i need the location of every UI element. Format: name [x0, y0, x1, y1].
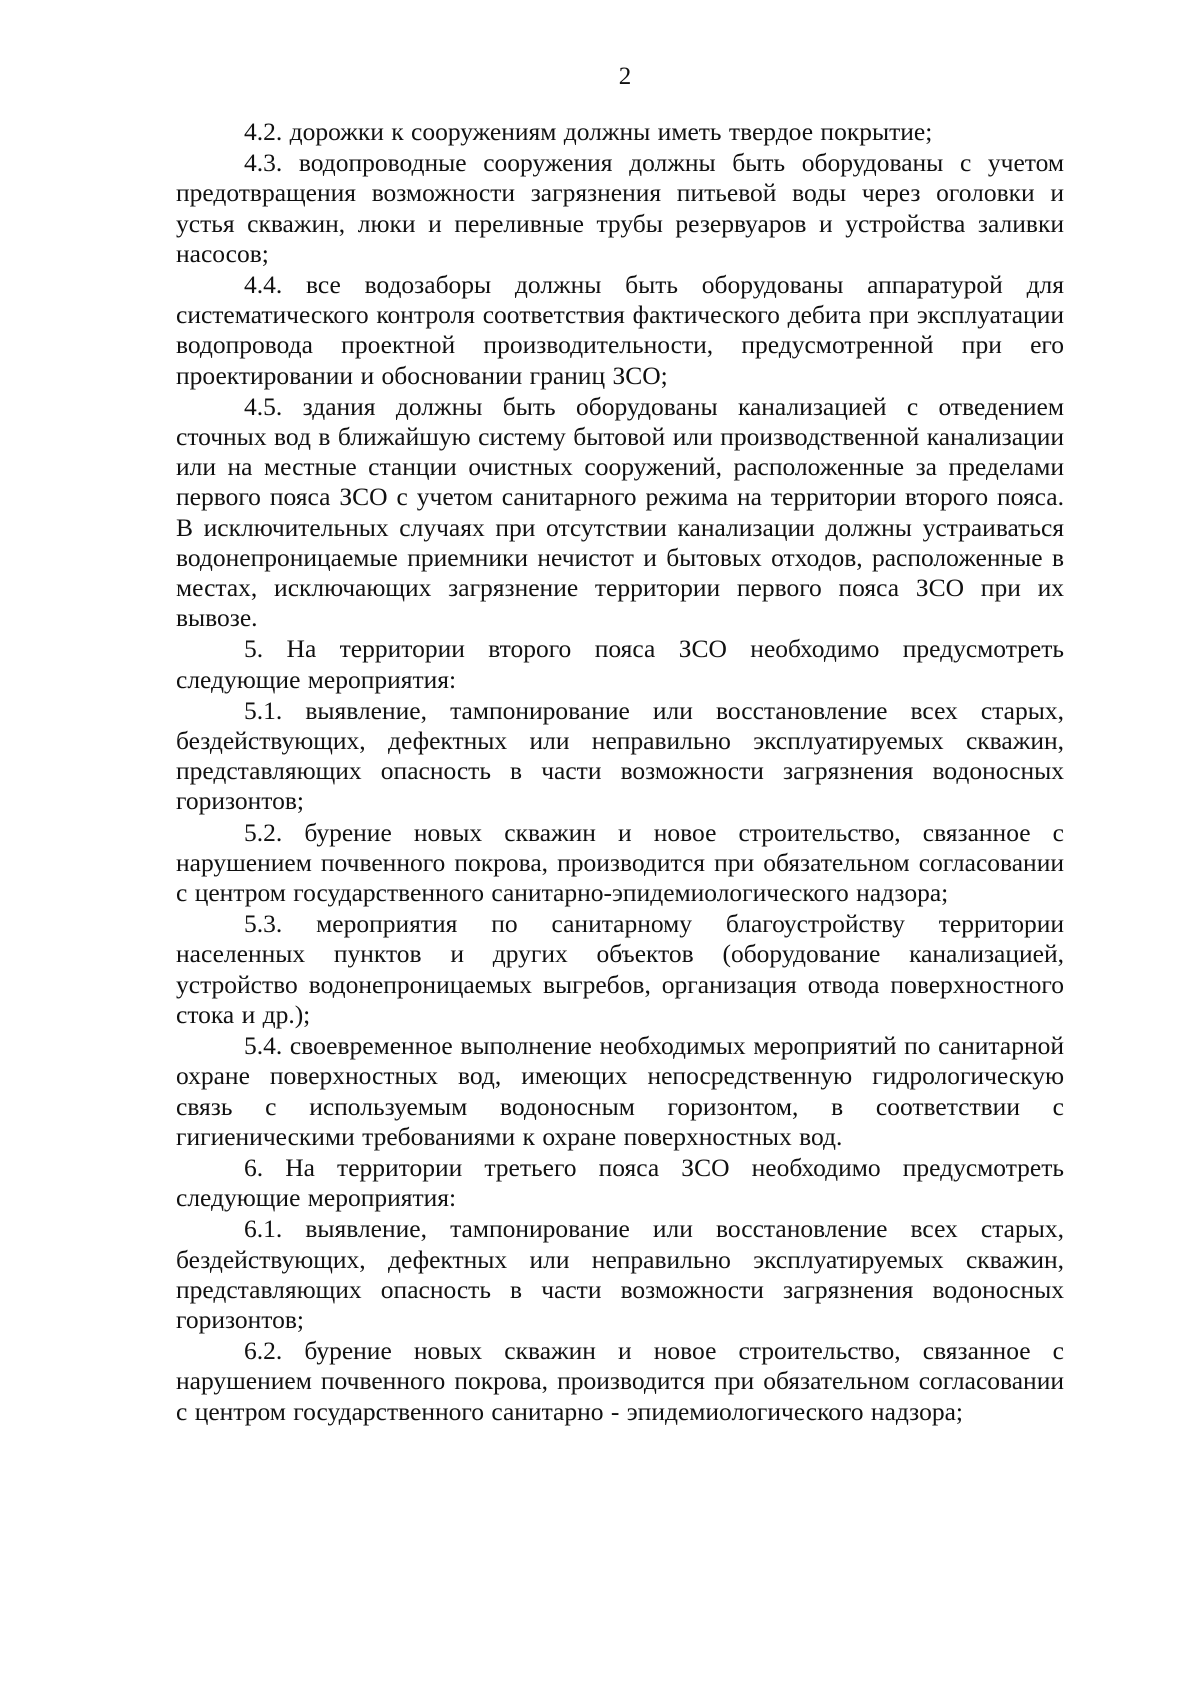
- paragraph-4-2: 4.2. дорожки к сооружениям должны иметь твердое покрытие;: [244, 117, 933, 146]
- paragraph-4-3: 4.3. водопроводные сооружения должны быть оборудованы с учетом предотвращения возможности загрязнения питьевой воды через оголовки и устья скважин, люки и переливные трубы резервуаров и устройства заливки насосов;: [176, 148, 1064, 268]
- paragraph-4-4: 4.4. все водозаборы должны быть оборудованы аппаратурой для систематического контроля соответствия фактического дебита при эксплуатации водопровода проектной производительности, предусмотренной при его проектировании и обосновании границ ЗСО;: [176, 270, 1064, 390]
- paragraph-5-4: 5.4. своевременное выполнение необходимых мероприятий по санитарной охране поверхностных вод, имеющих непосредственную гидрологическую связь с используемым водоносным горизонтом, в соответствии с гигиеническими требованиями к охране поверхностных вод.: [176, 1031, 1064, 1151]
- paragraph-6-2: 6.2. бурение новых скважин и новое строительство, связанное с нарушением почвенного покрова, производится при обязательном согласовании с центром государственного санитарно - эпидемиологического надзора;: [176, 1336, 1064, 1426]
- paragraph-5: 5. На территории второго пояса ЗСО необходимо предусмотреть следующие мероприятия:: [176, 634, 1064, 694]
- paragraph-5-3: 5.3. мероприятия по санитарному благоустройству территории населенных пунктов и других объектов (оборудование канализацией, устройство водонепроницаемых выгребов, организация отвода поверхностного стока и др.);: [176, 909, 1064, 1029]
- paragraph-5-1: 5.1. выявление, тампонирование или восстановление всех старых, бездействующих, дефектных или неправильно эксплуатируемых скважин, представляющих опасность в части возможности загрязнения водоносных горизонтов;: [176, 695, 1064, 816]
- paragraph-6-1: 6.1. выявление, тампонирование или восстановление всех старых, бездействующих, дефектных или неправильно эксплуатируемых скважин, представляющих опасность в части возможности загрязнения водоносных горизонтов;: [176, 1214, 1064, 1334]
- page-number: 2: [618, 63, 632, 90]
- paragraph-6: 6. На территории третьего пояса ЗСО необходимо предусмотреть следующие мероприятия:: [176, 1152, 1064, 1213]
- paragraph-4-5: 4.5. здания должны быть оборудованы канализацией с отведением сточных вод в ближайшую систему бытовой или производственной канализации или на местные станции очистных сооружений, расположенные за пределами первого пояса ЗСО с учетом санитарного режима на территории второго пояса. В исключительных случаях при отсутствии канализации должны устраиваться водонепроницаемые приемники нечистот и бытовых отходов, расположенные в местах, исключающих загрязнение территории первого пояса ЗСО при их вывозе.: [176, 391, 1064, 633]
- paragraph-5-2: 5.2. бурение новых скважин и новое строительство, связанное с нарушением почвенного покрова, производится при обязательном согласовании с центром государственного санитарно-эпидемиологического надзора;: [176, 817, 1064, 908]
- document-body: [176, 117, 1064, 1428]
